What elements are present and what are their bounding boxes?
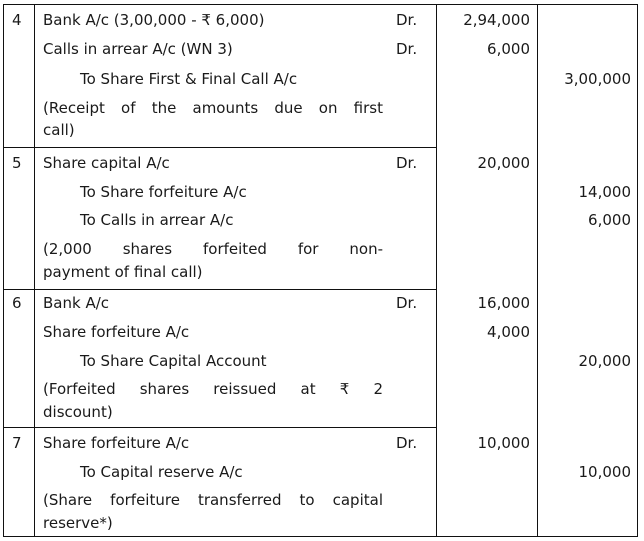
dr-marker: Dr. — [396, 434, 418, 452]
narration-continued: payment of final call) — [43, 263, 203, 281]
row-divider — [4, 147, 436, 148]
credit-account: To Share forfeiture A/c — [80, 183, 247, 201]
debit-amount: 16,000 — [477, 294, 530, 312]
credit-amount: 10,000 — [578, 463, 631, 481]
debit-amount: 4,000 — [487, 323, 530, 341]
credit-account: To Calls in arrear A/c — [80, 211, 234, 229]
dr-marker: Dr. — [396, 11, 418, 29]
dr-marker: Dr. — [396, 154, 418, 172]
debit-amount: 2,94,000 — [463, 11, 530, 29]
debit-amount: 6,000 — [487, 40, 530, 58]
dr-marker: Dr. — [396, 294, 418, 312]
credit-account: To Capital reserve A/c — [80, 463, 243, 481]
entry-number: 6 — [12, 294, 22, 312]
row-divider — [4, 289, 436, 290]
debit-account: Share forfeiture A/c — [43, 434, 190, 452]
journal-entries-table — [3, 4, 638, 537]
narration-continued: discount) — [43, 403, 113, 421]
narration: (Receipt of the amounts due on first — [43, 99, 383, 117]
narration-continued: reserve*) — [43, 514, 113, 532]
debit-amount: 20,000 — [477, 154, 530, 172]
debit-account: Bank A/c — [43, 294, 110, 312]
credit-account: To Share First & Final Call A/c — [80, 70, 298, 88]
entry-number: 4 — [12, 11, 22, 29]
credit-amount: 14,000 — [578, 183, 631, 201]
col-divider-particulars — [436, 5, 437, 536]
narration-continued: call) — [43, 121, 75, 139]
dr-marker: Dr. — [396, 40, 418, 58]
credit-amount: 3,00,000 — [564, 70, 631, 88]
credit-amount: 20,000 — [578, 352, 631, 370]
debit-amount: 10,000 — [477, 434, 530, 452]
narration: (Forfeited shares reissued at ₹ 2 — [43, 380, 383, 398]
debit-account: Bank A/c (3,00,000 - ₹ 6,000) — [43, 11, 265, 29]
entry-number: 7 — [12, 434, 22, 452]
narration: (Share forfeiture transferred to capital — [43, 491, 383, 509]
col-divider-number — [34, 5, 35, 536]
entry-number: 5 — [12, 154, 22, 172]
narration: (2,000 shares forfeited for non- — [43, 240, 383, 258]
credit-amount: 6,000 — [588, 211, 631, 229]
credit-account: To Share Capital Account — [80, 352, 267, 370]
debit-account: Share forfeiture A/c — [43, 323, 190, 341]
col-divider-debit — [537, 5, 538, 536]
row-divider — [4, 427, 436, 428]
debit-account: Share capital A/c — [43, 154, 170, 172]
debit-account: Calls in arrear A/c (WN 3) — [43, 40, 233, 58]
